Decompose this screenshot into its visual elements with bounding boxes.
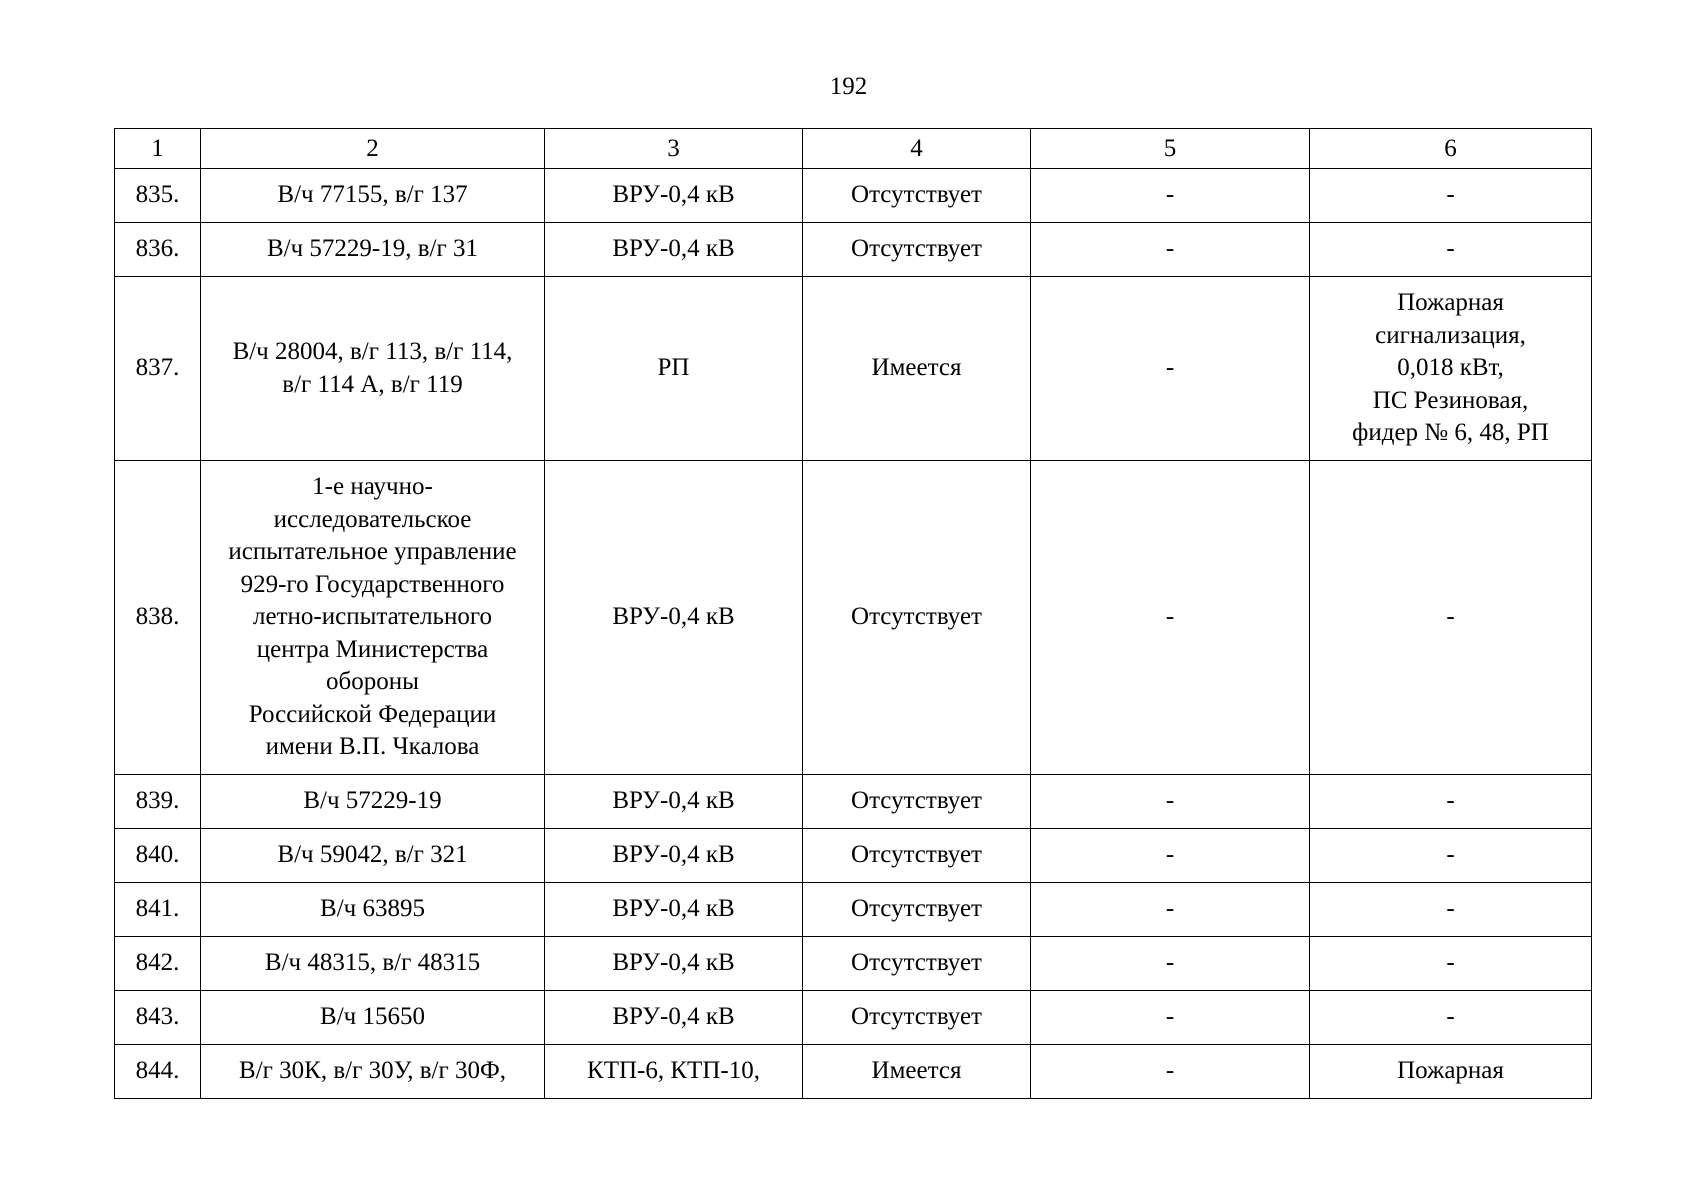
col5-cell: - <box>1031 937 1310 991</box>
status-cell: Отсутствует <box>803 829 1031 883</box>
col5-cell: - <box>1031 829 1310 883</box>
row-number-cell: 843. <box>115 991 201 1045</box>
data-table <box>114 128 1592 1099</box>
object-cell: 1-е научно- исследовательское испытательное управление 929-го Государственного летно-испытательного центра Министерства обороны Российской Федерации имени В.П. Чкалова <box>201 461 545 775</box>
col6-cell: - <box>1310 883 1592 937</box>
device-cell: ВРУ-0,4 кВ <box>545 937 803 991</box>
row-number-cell: 838. <box>115 461 201 775</box>
row-number-cell: 842. <box>115 937 201 991</box>
row-number-cell: 840. <box>115 829 201 883</box>
status-cell: Отсутствует <box>803 775 1031 829</box>
status-cell: Имеется <box>803 1045 1031 1099</box>
col6-cell: - <box>1310 169 1592 223</box>
col6-cell: - <box>1310 937 1592 991</box>
row-number-cell: 844. <box>115 1045 201 1099</box>
table-row <box>115 277 1592 461</box>
col5-cell: - <box>1031 775 1310 829</box>
status-cell: Отсутствует <box>803 937 1031 991</box>
col6-cell: - <box>1310 461 1592 775</box>
device-cell: КТП-6, КТП-10, <box>545 1045 803 1099</box>
column-header: 6 <box>1310 129 1592 169</box>
device-cell: ВРУ-0,4 кВ <box>545 883 803 937</box>
col5-cell: - <box>1031 991 1310 1045</box>
table-row <box>115 883 1592 937</box>
column-header: 5 <box>1031 129 1310 169</box>
col5-cell: - <box>1031 883 1310 937</box>
column-header: 3 <box>545 129 803 169</box>
col5-cell: - <box>1031 277 1310 461</box>
object-cell: В/ч 48315, в/г 48315 <box>201 937 545 991</box>
row-number-cell: 841. <box>115 883 201 937</box>
col5-cell: - <box>1031 169 1310 223</box>
table-row <box>115 937 1592 991</box>
status-cell: Отсутствует <box>803 169 1031 223</box>
table-row <box>115 461 1592 775</box>
row-number-cell: 835. <box>115 169 201 223</box>
object-cell: В/г 30К, в/г 30У, в/г 30Ф, <box>201 1045 545 1099</box>
object-cell: В/ч 28004, в/г 113, в/г 114, в/г 114 А, в/г 119 <box>201 277 545 461</box>
col6-cell: - <box>1310 775 1592 829</box>
device-cell: ВРУ-0,4 кВ <box>545 991 803 1045</box>
object-cell: В/ч 77155, в/г 137 <box>201 169 545 223</box>
table-row <box>115 991 1592 1045</box>
table-row <box>115 775 1592 829</box>
col5-cell: - <box>1031 1045 1310 1099</box>
status-cell: Отсутствует <box>803 461 1031 775</box>
table-row <box>115 829 1592 883</box>
column-header: 4 <box>803 129 1031 169</box>
device-cell: ВРУ-0,4 кВ <box>545 775 803 829</box>
col6-cell: Пожарная сигнализация, 0,018 кВт, ПС Резиновая, фидер № 6, 48, РП <box>1310 277 1592 461</box>
row-number-cell: 836. <box>115 223 201 277</box>
col6-cell: - <box>1310 991 1592 1045</box>
table-header-row <box>115 129 1592 169</box>
col6-cell: Пожарная <box>1310 1045 1592 1099</box>
column-header: 2 <box>201 129 545 169</box>
device-cell: РП <box>545 277 803 461</box>
device-cell: ВРУ-0,4 кВ <box>545 461 803 775</box>
object-cell: В/ч 57229-19 <box>201 775 545 829</box>
col5-cell: - <box>1031 461 1310 775</box>
object-cell: В/ч 57229-19, в/г 31 <box>201 223 545 277</box>
device-cell: ВРУ-0,4 кВ <box>545 829 803 883</box>
device-cell: ВРУ-0,4 кВ <box>545 169 803 223</box>
table-row <box>115 1045 1592 1099</box>
col6-cell: - <box>1310 829 1592 883</box>
object-cell: В/ч 15650 <box>201 991 545 1045</box>
row-number-cell: 837. <box>115 277 201 461</box>
page-number: 192 <box>829 73 868 100</box>
row-number-cell: 839. <box>115 775 201 829</box>
col5-cell: - <box>1031 223 1310 277</box>
table-row <box>115 223 1592 277</box>
device-cell: ВРУ-0,4 кВ <box>545 223 803 277</box>
object-cell: В/ч 63895 <box>201 883 545 937</box>
table-row <box>115 169 1592 223</box>
object-cell: В/ч 59042, в/г 321 <box>201 829 545 883</box>
status-cell: Отсутствует <box>803 223 1031 277</box>
status-cell: Отсутствует <box>803 883 1031 937</box>
status-cell: Имеется <box>803 277 1031 461</box>
status-cell: Отсутствует <box>803 991 1031 1045</box>
col6-cell: - <box>1310 223 1592 277</box>
column-header: 1 <box>115 129 201 169</box>
